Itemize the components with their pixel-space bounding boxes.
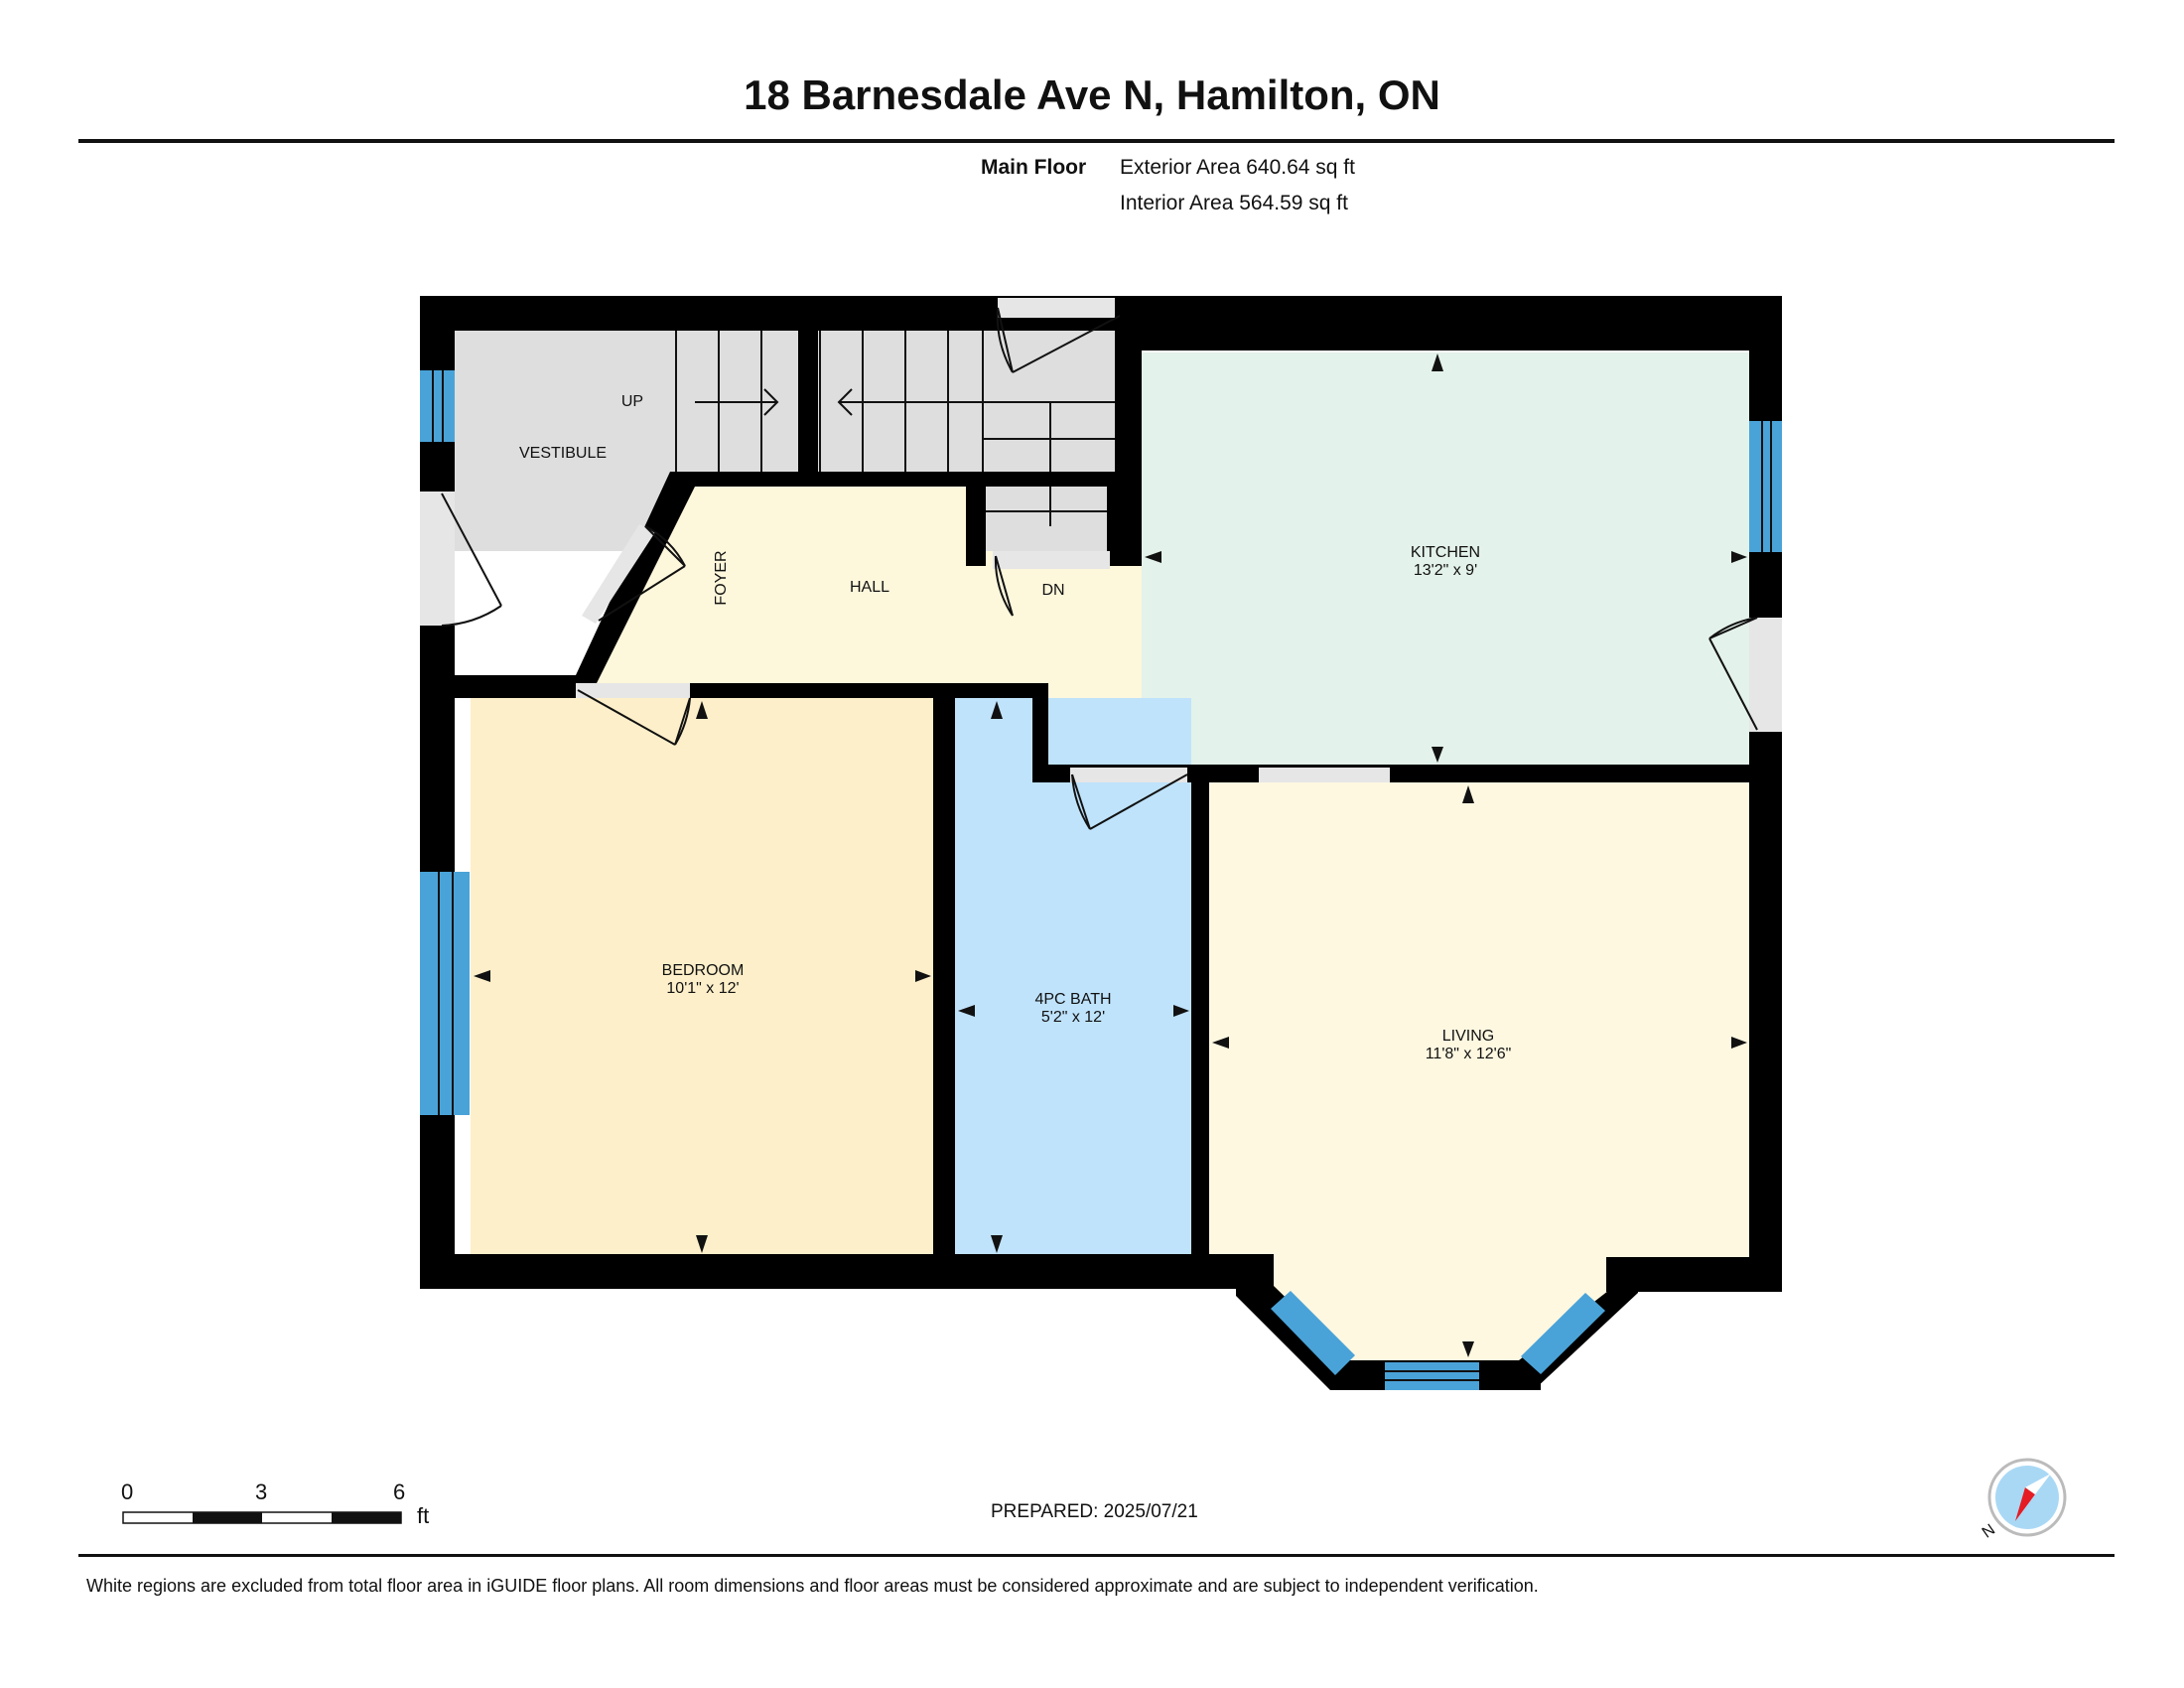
label-kitchen: KITCHEN bbox=[1410, 544, 1481, 561]
window-bay-front bbox=[1385, 1362, 1479, 1390]
label-up: UP bbox=[620, 393, 644, 410]
window-kitchen bbox=[1749, 421, 1782, 552]
label-dn: DN bbox=[1041, 582, 1065, 599]
label-foyer: FOYER bbox=[713, 550, 730, 606]
label-bath: 4PC BATH bbox=[1034, 991, 1112, 1008]
floor-name: Main Floor bbox=[981, 156, 1087, 179]
dims-bath: 5'2" x 12' bbox=[1040, 1009, 1106, 1026]
scale-unit: ft bbox=[417, 1503, 430, 1528]
dims-living: 11'8" x 12'6" bbox=[1425, 1046, 1512, 1062]
compass-label: N bbox=[1979, 1521, 1999, 1542]
window-vestibule bbox=[420, 370, 455, 442]
dims-bedroom: 10'1" x 12' bbox=[666, 980, 740, 997]
label-living: LIVING bbox=[1441, 1028, 1495, 1045]
page-title: 18 Barnesdale Ave N, Hamilton, ON bbox=[744, 71, 1440, 118]
disclaimer: White regions are excluded from total floor area in iGUIDE floor plans. All room dimensions and floor areas must be considered approximate and are subject to independent verification. bbox=[86, 1576, 1539, 1596]
label-hall: HALL bbox=[849, 579, 890, 596]
scale-tick-3: 3 bbox=[255, 1479, 268, 1504]
prepared-date: PREPARED: 2025/07/21 bbox=[991, 1501, 1198, 1522]
label-bedroom: BEDROOM bbox=[661, 962, 745, 979]
dims-kitchen: 13'2" x 9' bbox=[1413, 562, 1478, 579]
scale-bar bbox=[123, 1512, 401, 1523]
footer-divider bbox=[78, 1554, 2115, 1557]
scale-tick-0: 0 bbox=[121, 1479, 134, 1504]
window-bedroom bbox=[420, 872, 470, 1115]
label-vestibule: VESTIBULE bbox=[518, 445, 608, 462]
exterior-area: Exterior Area 640.64 sq ft bbox=[1120, 156, 1355, 179]
compass-icon bbox=[1979, 1460, 2065, 1542]
interior-area: Interior Area 564.59 sq ft bbox=[1120, 192, 1348, 214]
scale-tick-6: 6 bbox=[393, 1479, 406, 1504]
